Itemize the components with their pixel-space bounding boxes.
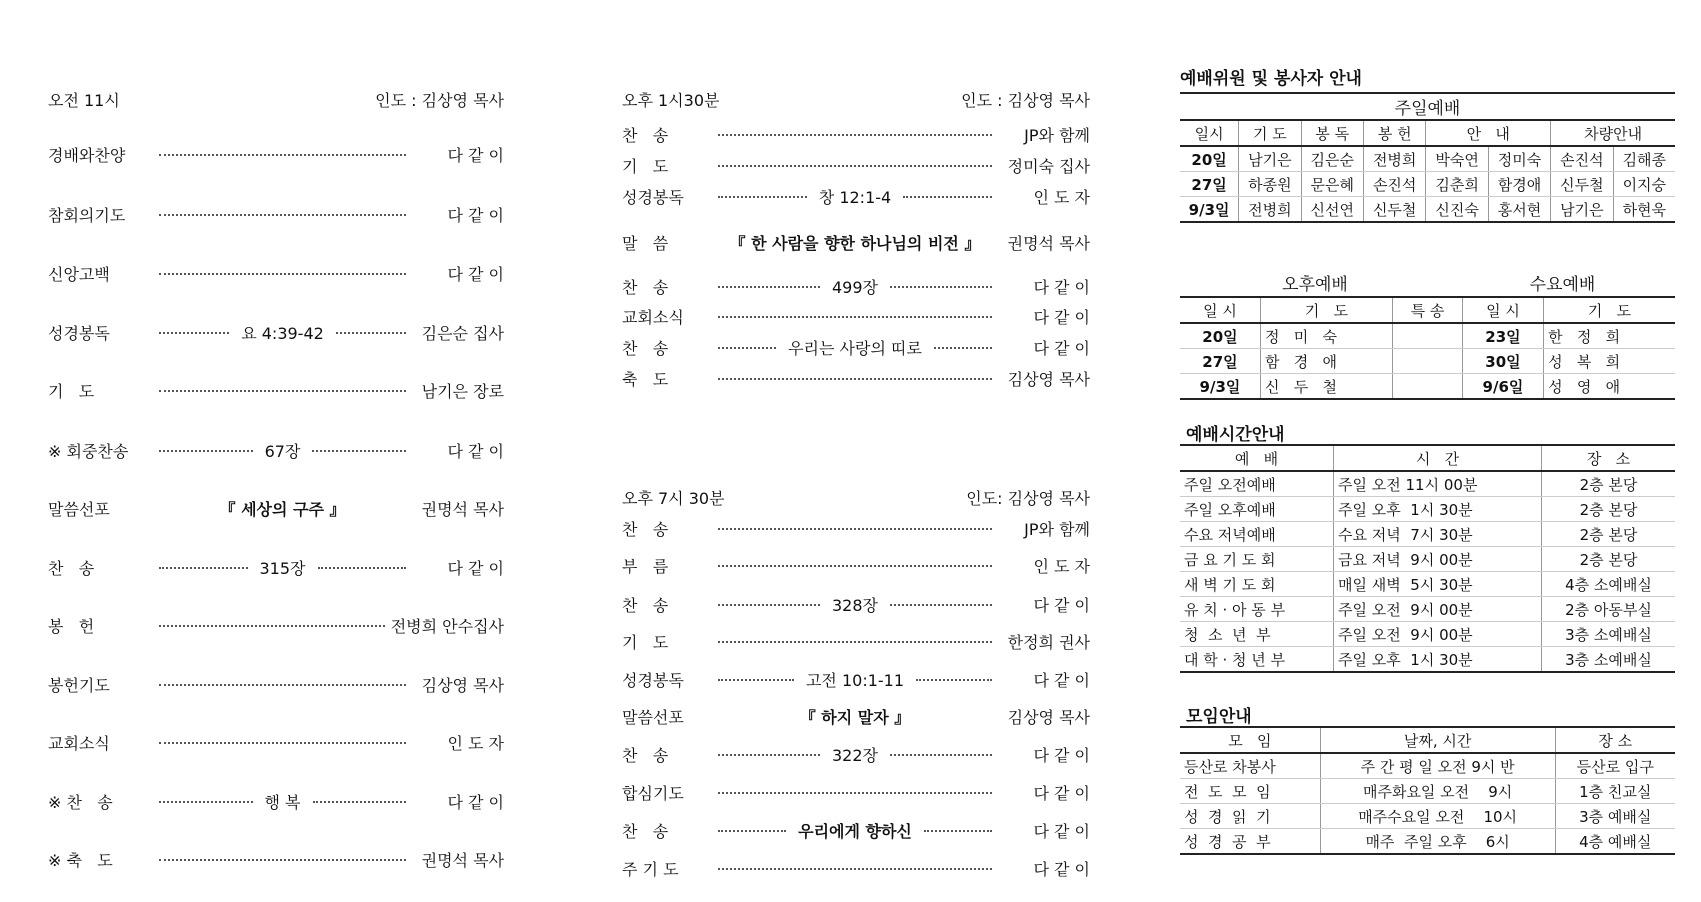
service-row	[622, 366, 1090, 390]
service-row	[48, 555, 504, 579]
table-row	[1180, 146, 1675, 172]
service-row	[622, 184, 1090, 208]
service-item-person: 정미숙 집사	[1007, 156, 1090, 176]
service-row	[48, 320, 504, 344]
committee-title: 예배위원 및 봉사자 안내	[1180, 69, 1362, 89]
table-cell: 9/3일	[1180, 374, 1260, 400]
service-item-person: 김은순 집사	[421, 323, 505, 343]
table-cell: 청 소 년 부	[1180, 622, 1334, 647]
service-row	[622, 516, 1090, 540]
table-cell: 정 미 숙	[1260, 323, 1392, 349]
service-row	[622, 274, 1090, 298]
table-row	[1180, 829, 1675, 855]
table-row	[1180, 804, 1675, 829]
wednesday-worship-caption: 수요예배	[1529, 275, 1596, 295]
table-cell: 수요 저녁 7시 30분	[1334, 522, 1542, 547]
service-item-label: 찬 송	[622, 125, 669, 145]
meetings-table	[1180, 726, 1675, 855]
service-item-person: 다 같 이	[1033, 783, 1090, 803]
table-cell: 2층 본당	[1541, 547, 1675, 572]
service-item-label: 찬 송	[622, 745, 669, 765]
table-cell: 손진석	[1551, 146, 1613, 172]
service-item-person: 다 같 이	[447, 558, 504, 578]
evening-time: 오후 7시 30분	[622, 489, 725, 508]
service-item-detail: 행 복	[259, 790, 307, 813]
service-item-label: 성경봉독	[48, 323, 110, 343]
afternoon-worship-caption: 오후예배	[1282, 275, 1348, 295]
table-cell: 전 도 모 임	[1180, 779, 1320, 804]
table-cell: 주일 오후 1시 30분	[1334, 497, 1542, 522]
service-item-person: 남기은 장로	[421, 381, 504, 401]
service-item-detail: 315장	[254, 556, 312, 579]
service-item-detail: 499장	[826, 275, 884, 298]
service-item-label: 말씀선포	[48, 499, 110, 519]
service-row	[622, 704, 1090, 728]
table-cell: 정미숙	[1488, 146, 1550, 172]
table-cell: 매주 주일 오후 6시	[1320, 829, 1555, 855]
table-cell: 1층 친교실	[1555, 779, 1675, 804]
service-item-detail: 창 12:1-4	[813, 185, 897, 208]
table-header: 날짜, 시간	[1320, 727, 1555, 753]
service-item-label: 축 도	[622, 369, 669, 389]
table-cell: 성 영 애	[1544, 374, 1675, 400]
table-cell: 함경애	[1488, 172, 1550, 197]
service-item-person: 다 같 이	[1033, 821, 1091, 841]
service-row	[622, 122, 1090, 146]
table-cell: 남기은	[1239, 146, 1301, 172]
service-row	[48, 613, 504, 637]
table-cell: 전병희	[1239, 197, 1301, 223]
service-item-label: 찬 송	[622, 821, 669, 841]
service-row	[622, 153, 1090, 177]
service-item-label: 기 도	[622, 156, 669, 176]
service-item-detail: 『 하지 말자 』	[794, 705, 917, 728]
service-item-label: 말 씀	[622, 233, 669, 253]
evening-header	[622, 486, 1090, 509]
service-row	[622, 629, 1090, 653]
table-cell: 김해종	[1613, 146, 1675, 172]
service-row	[622, 780, 1090, 804]
table-row	[1180, 522, 1675, 547]
schedule-title: 예배시간안내	[1186, 425, 1285, 445]
table-cell: 신 두 철	[1260, 374, 1392, 400]
service-row	[622, 230, 1090, 254]
service-row	[622, 856, 1090, 880]
meetings-title: 모임안내	[1186, 707, 1252, 727]
table-cell: 주일 오전 11시 00분	[1334, 471, 1542, 497]
afternoon-header	[622, 88, 1090, 111]
table-row	[1180, 172, 1675, 197]
table-cell: 문은혜	[1301, 172, 1363, 197]
service-item-person: 전병희 안수집사	[390, 616, 504, 636]
sunday-committee-table	[1180, 92, 1675, 223]
afternoon-leader: 인도 : 김상영 목사	[961, 91, 1090, 110]
service-item-label: 주 기 도	[622, 859, 679, 879]
table-header: 일 시	[1180, 297, 1260, 323]
service-row	[622, 742, 1090, 766]
pm-committee-table	[1180, 296, 1675, 400]
table-row	[1180, 753, 1675, 779]
service-item-person: JP와 함께	[1024, 125, 1090, 145]
table-cell: 4층 예배실	[1555, 829, 1675, 855]
service-item-person: 권명석 목사	[421, 499, 504, 519]
table-header: 모 임	[1180, 727, 1320, 753]
table-cell: 성 경 읽 기	[1180, 804, 1320, 829]
service-item-label: 찬 송	[622, 338, 669, 358]
table-header: 봉 헌	[1363, 120, 1425, 146]
service-item-label: 교회소식	[48, 733, 110, 753]
table-header: 차량안내	[1551, 120, 1675, 146]
service-row	[622, 553, 1090, 577]
service-row	[48, 438, 504, 462]
table-cell: 주일 오후 1시 30분	[1334, 647, 1542, 673]
service-item-detail: 67장	[259, 439, 307, 462]
service-item-label: 경배와찬양	[48, 145, 126, 165]
table-cell: 4층 소예배실	[1541, 572, 1675, 597]
service-item-person: 김상영 목사	[421, 675, 504, 695]
service-item-label: 교회소식	[622, 307, 684, 327]
service-row	[622, 335, 1090, 359]
table-cell: 주일 오전 9시 00분	[1334, 622, 1542, 647]
service-row	[48, 847, 504, 871]
service-row	[622, 304, 1090, 328]
service-item-person: 한정희 권사	[1007, 632, 1090, 652]
table-cell: 김춘희	[1426, 172, 1488, 197]
table-header: 기 도	[1239, 120, 1301, 146]
service-item-person: 다 같 이	[1033, 338, 1091, 358]
table-cell: 27일	[1180, 172, 1239, 197]
service-row	[48, 672, 504, 696]
table-cell: 주일 오후예배	[1180, 497, 1334, 522]
table-cell: 하현욱	[1613, 197, 1675, 223]
table-cell: 새 벽 기 도 회	[1180, 572, 1334, 597]
service-item-label: 찬 송	[622, 519, 669, 539]
service-row	[48, 730, 504, 754]
service-item-label: 찬 송	[622, 595, 669, 615]
service-row	[48, 202, 504, 226]
table-row	[1180, 547, 1675, 572]
service-item-person: 다 같 이	[447, 145, 504, 165]
table-cell: 함 경 애	[1260, 349, 1392, 374]
service-item-person: 다 같 이	[1033, 307, 1090, 327]
service-item-label: 부 름	[622, 556, 669, 576]
service-item-detail: 322장	[826, 743, 884, 766]
table-cell: 신선연	[1301, 197, 1363, 223]
service-item-label: 봉헌기도	[48, 675, 110, 695]
service-item-label: 참회의기도	[48, 205, 126, 225]
table-header: 일 시	[1462, 297, 1543, 323]
service-item-detail: 우리는 사랑의 띠로	[782, 336, 928, 359]
table-cell: 2층 본당	[1541, 497, 1675, 522]
service-item-person: 다 같 이	[447, 792, 504, 812]
table-cell: 김은순	[1301, 146, 1363, 172]
schedule-table	[1180, 444, 1675, 673]
service-item-label: 성경봉독	[622, 187, 684, 207]
service-item-label: 신앙고백	[48, 264, 110, 284]
table-cell: 3층 예배실	[1555, 804, 1675, 829]
morning-header	[48, 88, 504, 111]
service-item-detail: 328장	[826, 593, 884, 616]
table-cell: 매주화요일 오전 9시	[1320, 779, 1555, 804]
table-cell: 3층 소예배실	[1541, 622, 1675, 647]
afternoon-time: 오후 1시30분	[622, 91, 720, 110]
table-cell: 20일	[1180, 146, 1239, 172]
service-row	[48, 142, 504, 166]
table-header: 기 도	[1544, 297, 1675, 323]
sunday-caption: 주일예배	[1180, 93, 1675, 120]
service-item-person: 다 같 이	[447, 264, 504, 284]
table-cell	[1393, 323, 1463, 349]
table-row	[1180, 349, 1675, 374]
table-cell: 등산로 차봉사	[1180, 753, 1320, 779]
table-cell: 대 학 · 청 년 부	[1180, 647, 1334, 673]
table-header: 일시	[1180, 120, 1239, 146]
table-cell: 한 정 희	[1544, 323, 1675, 349]
table-cell: 2층 본당	[1541, 522, 1675, 547]
table-cell: 20일	[1180, 323, 1260, 349]
service-item-person: 김상영 목사	[1007, 707, 1091, 727]
table-cell: 신진숙	[1426, 197, 1488, 223]
table-cell: 금 요 기 도 회	[1180, 547, 1334, 572]
table-row	[1180, 323, 1675, 349]
service-row	[48, 789, 504, 813]
service-item-detail: 고전 10:1-11	[800, 668, 910, 691]
service-row	[48, 261, 504, 285]
table-cell: 주일 오전예배	[1180, 471, 1334, 497]
table-cell: 박숙연	[1426, 146, 1488, 172]
service-row	[48, 496, 504, 520]
table-cell: 전병희	[1363, 146, 1425, 172]
service-item-person: 인 도 자	[1033, 556, 1090, 576]
table-cell: 금요 저녁 9시 00분	[1334, 547, 1542, 572]
service-row	[622, 667, 1090, 691]
table-row	[1180, 647, 1675, 673]
table-cell: 9/6일	[1462, 374, 1543, 400]
service-item-person: 다 같 이	[1033, 859, 1090, 879]
service-item-label: ※ 축 도	[48, 850, 113, 870]
service-item-label: 성경봉독	[622, 670, 684, 690]
table-header: 안 내	[1426, 120, 1551, 146]
morning-leader: 인도 : 김상영 목사	[375, 91, 504, 110]
table-cell: 신두철	[1551, 172, 1613, 197]
service-item-detail: 『 세상의 구주 』	[214, 497, 352, 520]
service-item-person: 권명석 목사	[1007, 233, 1090, 253]
table-row	[1180, 497, 1675, 522]
table-cell: 2층 아동부실	[1541, 597, 1675, 622]
table-header: 예 배	[1180, 445, 1334, 471]
table-row	[1180, 779, 1675, 804]
table-header: 장 소	[1555, 727, 1675, 753]
service-item-detail: 우리에게 향하신	[792, 819, 918, 842]
table-cell: 3층 소예배실	[1541, 647, 1675, 673]
table-header: 시 간	[1334, 445, 1542, 471]
table-row	[1180, 597, 1675, 622]
table-cell: 성 경 공 부	[1180, 829, 1320, 855]
table-cell: 하종원	[1239, 172, 1301, 197]
table-header: 특 송	[1393, 297, 1463, 323]
service-item-label: 합심기도	[622, 783, 684, 803]
table-cell: 등산로 입구	[1555, 753, 1675, 779]
table-cell: 유 치 · 아 동 부	[1180, 597, 1334, 622]
table-cell: 주 간 평 일 오전 9시 반	[1320, 753, 1555, 779]
table-cell: 성 복 희	[1544, 349, 1675, 374]
table-row	[1180, 197, 1675, 223]
service-item-label: 기 도	[622, 632, 669, 652]
table-row	[1180, 374, 1675, 400]
table-cell: 홍서현	[1488, 197, 1550, 223]
table-cell	[1393, 349, 1463, 374]
table-cell: 2층 본당	[1541, 471, 1675, 497]
service-item-person: 다 같 이	[447, 441, 505, 461]
service-item-person: 다 같 이	[1033, 670, 1090, 690]
service-item-person: 인 도 자	[447, 733, 504, 753]
table-cell: 주일 오전 9시 00분	[1334, 597, 1542, 622]
table-cell: 27일	[1180, 349, 1260, 374]
service-item-person: 다 같 이	[1033, 595, 1090, 615]
table-cell: 23일	[1462, 323, 1543, 349]
service-item-person: JP와 함께	[1024, 519, 1090, 539]
service-item-person: 김상영 목사	[1007, 369, 1090, 389]
service-item-label: 기 도	[48, 381, 95, 401]
table-cell: 9/3일	[1180, 197, 1239, 223]
table-cell: 남기은	[1551, 197, 1613, 223]
service-row	[622, 818, 1090, 842]
service-row	[622, 592, 1090, 616]
service-item-person: 인 도 자	[1033, 187, 1090, 207]
service-item-label: 찬 송	[48, 558, 95, 578]
table-cell: 30일	[1462, 349, 1543, 374]
table-cell	[1393, 374, 1463, 400]
service-item-person: 다 같 이	[447, 205, 504, 225]
table-cell: 매주수요일 오전 10시	[1320, 804, 1555, 829]
table-cell: 이지숭	[1613, 172, 1675, 197]
morning-time: 오전 11시	[48, 91, 120, 110]
service-item-detail: 요 4:39-42	[235, 321, 330, 344]
service-item-person: 권명석 목사	[421, 850, 504, 870]
service-item-label: ※ 찬 송	[48, 792, 113, 812]
service-row	[48, 378, 504, 402]
service-item-person: 다 같 이	[1033, 745, 1090, 765]
table-row	[1180, 622, 1675, 647]
service-item-detail: 『 한 사람을 향한 하나님의 비전 』	[724, 231, 987, 254]
service-item-label: 말씀선포	[622, 707, 684, 727]
table-header: 봉 독	[1301, 120, 1363, 146]
table-header: 기 도	[1260, 297, 1392, 323]
table-row	[1180, 572, 1675, 597]
service-item-label: 봉 헌	[48, 616, 95, 636]
service-item-label: ※ 회중찬송	[48, 441, 129, 461]
table-header: 장 소	[1541, 445, 1675, 471]
service-item-person: 다 같 이	[1033, 277, 1090, 297]
table-row	[1180, 471, 1675, 497]
evening-leader: 인도: 김상영 목사	[966, 489, 1090, 508]
table-cell: 매일 새벽 5시 30분	[1334, 572, 1542, 597]
service-item-label: 찬 송	[622, 277, 669, 297]
table-cell: 신두철	[1363, 197, 1425, 223]
table-cell: 손진석	[1363, 172, 1425, 197]
table-cell: 수요 저녁예배	[1180, 522, 1334, 547]
